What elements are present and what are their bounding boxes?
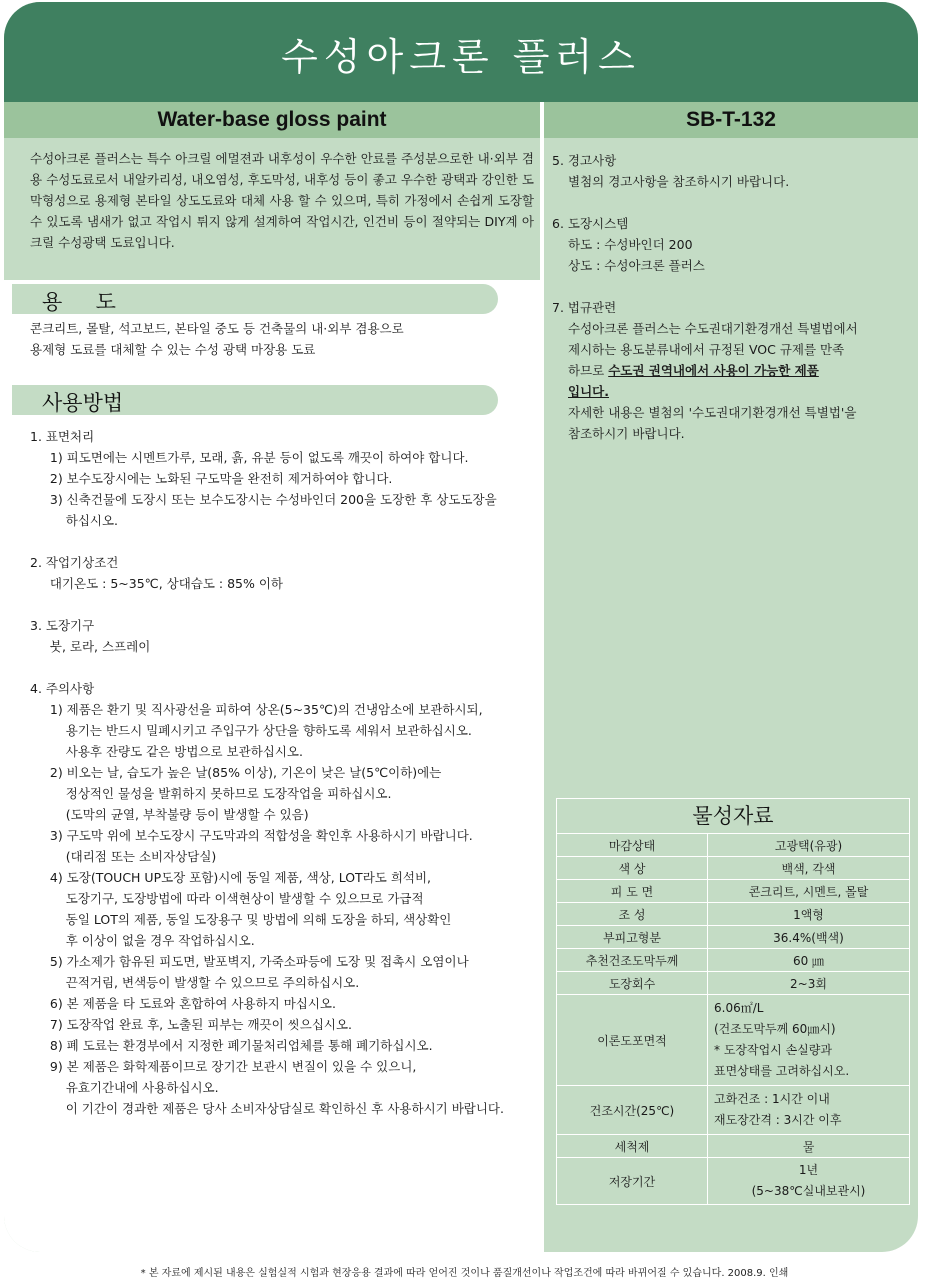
method-line: 4. 주의사항 bbox=[30, 681, 95, 696]
method-line: 8) 폐 도료는 환경부에서 지정한 폐기물처리업체를 통해 폐기하십시오. bbox=[30, 1038, 433, 1053]
method-line: 9) 본 제품은 화학제품이므로 장기간 보관시 변질이 있을 수 있으니, bbox=[30, 1059, 417, 1074]
method-line: 4) 도장(TOUCH UP도장 포함)시에 동일 제품, 색상, LOT라도 희석비, bbox=[30, 870, 432, 885]
method-line: 끈적거림, 변색등이 발생할 수 있으므로 주의하십시오. bbox=[30, 975, 360, 990]
table-row bbox=[557, 995, 910, 1086]
method-list bbox=[30, 426, 504, 1119]
subheader-left bbox=[4, 102, 540, 138]
method-line: (도막의 균열, 부착불량 등이 발생할 수 있음) bbox=[30, 807, 309, 822]
law-title: 7. 법규관련 bbox=[552, 300, 617, 315]
property-value: 백색, 각색 bbox=[708, 857, 910, 880]
method-line bbox=[30, 594, 504, 615]
product-title: 수성아크론 플러스 bbox=[281, 35, 641, 79]
method-line: 대기온도 : 5~35℃, 상대습도 : 85% 이하 bbox=[30, 576, 284, 591]
column-divider bbox=[540, 102, 544, 1252]
method-line: 3. 도장기구 bbox=[30, 618, 95, 633]
header-banner bbox=[4, 2, 918, 102]
table-row bbox=[557, 857, 910, 880]
table-row bbox=[557, 834, 910, 857]
table-row bbox=[557, 1135, 910, 1158]
document-card bbox=[4, 2, 918, 1252]
method-line: 용기는 반드시 밀폐시키고 주입구가 상단을 향하도록 세워서 보관하십시오. bbox=[30, 723, 472, 738]
method-line: 사용후 잔량도 같은 방법으로 보관하십시오. bbox=[30, 744, 303, 759]
method-heading bbox=[12, 385, 498, 415]
law-line-emphasis: 입니다. bbox=[568, 384, 609, 399]
right-notes bbox=[552, 150, 902, 444]
table-row bbox=[557, 1158, 910, 1205]
method-line: 3) 구도막 위에 보수도장시 구도막과의 적합성을 확인후 사용하시기 바랍니다. bbox=[30, 828, 473, 843]
method-line: 후 이상이 없을 경우 작업하십시오. bbox=[30, 933, 255, 948]
usage-text bbox=[30, 318, 404, 360]
intro-paragraph: 수성아크론 플러스는 특수 아크릴 에멀젼과 내후성이 우수한 안료를 주성분으로한 내·외부 겸용 수성도료로서 내알카리성, 내오염성, 후도막성, 내후성 등이 좋고 우수한 광택과 강인한 도막형성으로 용제형 본타일 상도도료와 대체 사용 할 수 있으며, 특히 가정에서 손쉽게 도장할 수 있도록 냄새가 없고 작업시 튀지 않게 설계하여 작업시간, 인건비 등이 절약되는 DIY계 아크릴 수성광택 도료입니다. bbox=[30, 151, 534, 250]
property-value bbox=[708, 995, 910, 1086]
subheader-right bbox=[544, 102, 918, 138]
table-row bbox=[557, 972, 910, 995]
system-title: 6. 도장시스템 bbox=[552, 216, 629, 231]
method-line: 유효기간내에 사용하십시오. bbox=[30, 1080, 219, 1095]
property-label: 조 성 bbox=[557, 903, 708, 926]
method-line: 이 기간이 경과한 제품은 당사 소비자상담실로 확인하신 후 사용하시기 바랍니다. bbox=[30, 1101, 504, 1116]
value-line: 표면상태를 고려하십시오. bbox=[714, 1064, 850, 1078]
method-line: 2) 보수도장시에는 노화된 구도막을 완전히 제거하여야 합니다. bbox=[30, 471, 393, 486]
warning-title: 5. 경고사항 bbox=[552, 153, 617, 168]
method-heading-text: 사용방법 bbox=[42, 391, 124, 415]
method-line: 도장기구, 도장방법에 따라 이색현상이 발생할 수 있으므로 가급적 bbox=[30, 891, 424, 906]
method-line: 7) 도장작업 완료 후, 노출된 피부는 깨끗이 씻으십시오. bbox=[30, 1017, 353, 1032]
property-label: 색 상 bbox=[557, 857, 708, 880]
method-line: (대리점 또는 소비자상담실) bbox=[30, 849, 217, 864]
law-line-emphasis: 수도권 권역내에서 사용이 가능한 제품 bbox=[608, 363, 819, 378]
method-line bbox=[30, 657, 504, 678]
property-label: 마감상태 bbox=[557, 834, 708, 857]
property-label: 도장회수 bbox=[557, 972, 708, 995]
method-line: 1) 피도면에는 시멘트가루, 모래, 흙, 유분 등이 없도록 깨끗이 하여야 합니다. bbox=[30, 450, 469, 465]
value-line: * 도장작업시 손실량과 bbox=[714, 1043, 832, 1057]
law-line: 참조하시기 바랍니다. bbox=[568, 426, 685, 441]
method-line: 3) 신축건물에 도장시 또는 보수도장시는 수성바인더 200을 도장한 후 상도도장을 bbox=[30, 492, 497, 507]
method-line: 6) 본 제품을 타 도료와 혼합하여 사용하지 마십시오. bbox=[30, 996, 336, 1011]
law-line: 수성아크론 플러스는 수도권대기환경개선 특별법에서 bbox=[568, 321, 858, 336]
law-line: 자세한 내용은 별첨의 '수도권대기환경개선 특별법'을 bbox=[568, 405, 857, 420]
table-row bbox=[557, 949, 910, 972]
value-line: 재도장간격 : 3시간 이후 bbox=[714, 1113, 842, 1127]
property-label: 저장기간 bbox=[557, 1158, 708, 1205]
property-value bbox=[708, 1086, 910, 1135]
method-line: 1) 제품은 환기 및 직사광선을 피하여 상온(5~35℃)의 건냉암소에 보관하시되, bbox=[30, 702, 483, 717]
system-top: 상도 : 수성아크론 플러스 bbox=[568, 258, 705, 273]
method-line: 5) 가소제가 함유된 피도면, 발포벽지, 가죽소파등에 도장 및 접촉시 오염이나 bbox=[30, 954, 469, 969]
footnote: * 본 자료에 제시된 내용은 실험실적 시험과 현장응용 결과에 따라 얻어진 것이나 품질개선이나 작업조건에 따라 바뀌어질 수 있습니다. 2008.9. 인쇄 bbox=[140, 1268, 789, 1279]
value-line: 1년 bbox=[798, 1163, 819, 1177]
method-line: 정상적인 물성을 발휘하지 못하므로 도장작업을 피하십시오. bbox=[30, 786, 392, 801]
product-subtitle: Water-base gloss paint bbox=[157, 108, 387, 131]
property-label: 세척제 bbox=[557, 1135, 708, 1158]
value-line: (5~38℃실내보관시) bbox=[751, 1184, 866, 1198]
properties-title: 물성자료 bbox=[556, 798, 910, 833]
method-line: 동일 LOT의 제품, 동일 도장용구 및 방법에 의해 도장을 하되, 색상확인 bbox=[30, 912, 452, 927]
table-row bbox=[557, 903, 910, 926]
property-label: 피 도 면 bbox=[557, 880, 708, 903]
table-row bbox=[557, 880, 910, 903]
value-line: 6.06㎡/L bbox=[714, 1001, 764, 1015]
property-value: 콘크리트, 시멘트, 몰탈 bbox=[708, 880, 910, 903]
usage-heading bbox=[12, 284, 498, 314]
property-value: 1액형 bbox=[708, 903, 910, 926]
value-line: 고화건조 : 1시간 이내 bbox=[714, 1092, 830, 1106]
properties-table bbox=[556, 798, 910, 1205]
warning-text: 별첨의 경고사항을 참조하시기 바랍니다. bbox=[568, 174, 790, 189]
method-line: 붓, 로라, 스프레이 bbox=[30, 639, 151, 654]
usage-heading-text: 용 도 bbox=[42, 290, 116, 314]
property-value: 36.4%(백색) bbox=[708, 926, 910, 949]
property-label: 건조시간(25℃) bbox=[557, 1086, 708, 1135]
method-line: 1. 표면처리 bbox=[30, 429, 95, 444]
law-line-text: 하므로 bbox=[568, 363, 609, 378]
property-value: 2~3회 bbox=[708, 972, 910, 995]
product-code: SB-T-132 bbox=[686, 108, 776, 131]
law-line: 제시하는 용도분류내에서 규정된 VOC 규제를 만족 bbox=[568, 342, 845, 357]
property-label: 이론도포면적 bbox=[557, 995, 708, 1086]
method-line: 2) 비오는 날, 습도가 높은 날(85% 이상), 기온이 낮은 날(5℃이하)에는 bbox=[30, 765, 442, 780]
law-line bbox=[552, 381, 902, 402]
property-value: 60 ㎛ bbox=[708, 949, 910, 972]
property-value: 물 bbox=[708, 1135, 910, 1158]
property-value bbox=[708, 1158, 910, 1205]
table-row bbox=[557, 1086, 910, 1135]
property-label: 추천건조도막두께 bbox=[557, 949, 708, 972]
law-line bbox=[552, 360, 902, 381]
system-under: 하도 : 수성바인더 200 bbox=[568, 237, 693, 252]
method-line bbox=[30, 531, 504, 552]
value-line: (건조도막두께 60㎛시) bbox=[714, 1022, 836, 1036]
property-label: 부피고형분 bbox=[557, 926, 708, 949]
method-line: 하십시오. bbox=[30, 513, 119, 528]
property-value: 고광택(유광) bbox=[708, 834, 910, 857]
method-line: 2. 작업기상조건 bbox=[30, 555, 119, 570]
table-row bbox=[557, 926, 910, 949]
usage-line: 용제형 도료를 대체할 수 있는 수성 광택 마장용 도료 bbox=[30, 342, 316, 357]
usage-line: 콘크리트, 몰탈, 석고보드, 본타일 중도 등 건축물의 내·외부 겸용으로 bbox=[30, 321, 404, 336]
